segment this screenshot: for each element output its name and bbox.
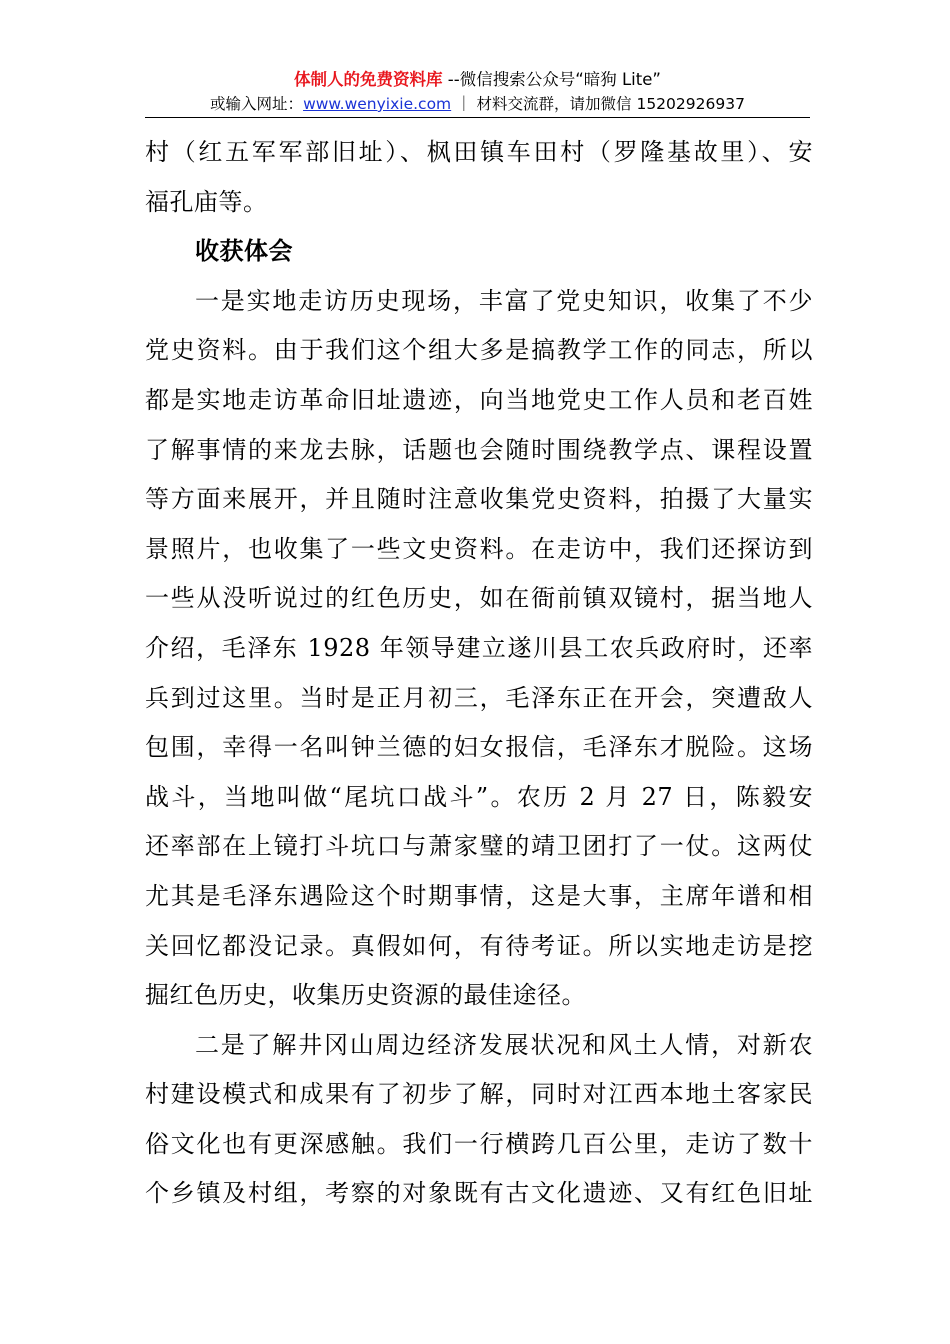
body-line: 战斗，当地叫做“尾坑口战斗”。农历 2 月 27 日，陈毅安 — [145, 782, 813, 811]
document-body — [145, 128, 813, 1219]
header-prefix: 或输入网址： — [210, 95, 304, 113]
header-contact-line — [145, 92, 810, 116]
body-line: 掘红色历史，收集历史资源的最佳途径。 — [145, 981, 586, 1010]
body-line: 一些从没听说过的红色历史，如在衙前镇双镜村，据当地人 — [145, 584, 813, 613]
header-divider — [145, 117, 810, 118]
body-line: 福孔庙等。 — [145, 187, 268, 216]
header-suffix: ｜ 材料交流群，请加微信 15202926937 — [451, 95, 745, 113]
body-line: 村（红五军军部旧址）、枫田镇车田村（罗隆基故里）、安 — [145, 138, 813, 166]
body-line: 等方面来展开，并且随时注意收集党史资料，拍摄了大量实 — [145, 485, 813, 514]
body-line: 还率部在上镜打斗坑口与萧家璧的靖卫团打了一仗。这两仗 — [145, 832, 813, 861]
paragraph-start-line: 一是实地走访历史现场，丰富了党史知识，收集了不少 — [195, 286, 813, 315]
body-line: 党史资料。由于我们这个组大多是搞教学工作的同志，所以 — [145, 336, 813, 365]
header-url-link[interactable]: www.wenyixie.com — [303, 95, 452, 113]
body-line: 村建设模式和成果有了初步了解，同时对江西本地土客家民 — [145, 1080, 813, 1109]
body-line: 尤其是毛泽东遇险这个时期事情，这是大事，主席年谱和相 — [145, 881, 813, 910]
body-line: 景照片，也收集了一些文史资料。在走访中，我们还探访到 — [145, 534, 813, 563]
header-brand-suffix: --微信搜索公众号“暗狗 Lite” — [442, 70, 661, 89]
body-line: 关回忆都没记录。真假如何，有待考证。所以实地走访是挖 — [145, 931, 813, 960]
header-promo-line — [145, 68, 810, 92]
paragraph-start-line: 二是了解井冈山周边经济发展状况和风土人情，对新农 — [195, 1030, 813, 1059]
header-brand: 体制人的免费资料库 — [294, 70, 443, 89]
page-header — [145, 68, 810, 116]
body-line: 包围，幸得一名叫钟兰德的妇女报信，毛泽东才脱险。这场 — [145, 733, 813, 762]
body-line: 介绍，毛泽东 1928 年领导建立遂川县工农兵政府时，还率 — [145, 633, 813, 662]
body-line: 个乡镇及村组，考察的对象既有古文化遗迹、又有红色旧址 — [145, 1179, 813, 1208]
body-line: 兵到过这里。当时是正月初三，毛泽东正在开会，突遭敌人 — [145, 683, 813, 712]
section-heading: 收获体会 — [195, 237, 293, 266]
body-line: 都是实地走访革命旧址遗迹，向当地党史工作人员和老百姓 — [145, 385, 813, 414]
body-line: 了解事情的来龙去脉，话题也会随时围绕教学点、课程设置 — [145, 435, 813, 464]
body-line: 俗文化也有更深感触。我们一行横跨几百公里，走访了数十 — [145, 1129, 813, 1158]
